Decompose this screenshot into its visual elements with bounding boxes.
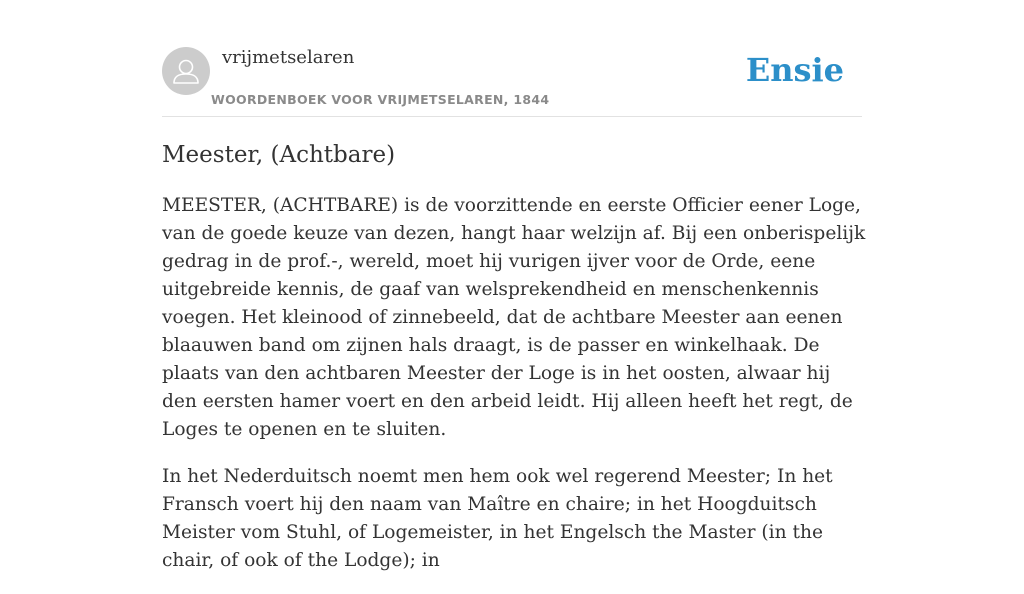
user-icon (162, 47, 210, 95)
article-header (162, 46, 862, 117)
article-paragraph: In het Nederduitsch noemt men hem ook wel regerend Meester; In het Fransch voert hij den naam van Maître en chaire; in het Hoogduitsch Meister vom Stuhl, of Logemeister, in het Engelsch the Master (in the chair, of ook of the Lodge); in (162, 466, 833, 571)
source-link[interactable]: WOORDENBOEK VOOR VRIJMETSELAREN, 1844 (211, 92, 550, 107)
author-avatar[interactable] (162, 47, 210, 95)
article-body (162, 192, 866, 594)
ensie-logo[interactable]: Ensie (745, 51, 844, 89)
article-paragraph: MEESTER, (ACHTBARE) is de voorzittende en eerste Officier eener Loge, van de goede keuze van dezen, hangt haar welzijn af. Bij een onberispelijk gedrag in de prof.-, wereld, moet hij vurigen ijver voor de Orde, eene uitgebreide kennis, de gaaf van welsprekendheid en menschenkennis voegen. Het kleinood of zinnebeeld, dat de achtbare Meester aan eenen blaauwen band om zijnen hals draagt, is de passer en winkelhaak. De plaats van den achtbaren Meester der Loge is in het oosten, alwaar hij den eersten hamer voert en den arbeid leidt. Hij alleen heeft het regt, de Loges te openen en te sluiten. (162, 195, 866, 440)
author-link[interactable]: vrijmetselaren (222, 47, 355, 68)
article-title: Meester, (Achtbare) (162, 142, 396, 168)
